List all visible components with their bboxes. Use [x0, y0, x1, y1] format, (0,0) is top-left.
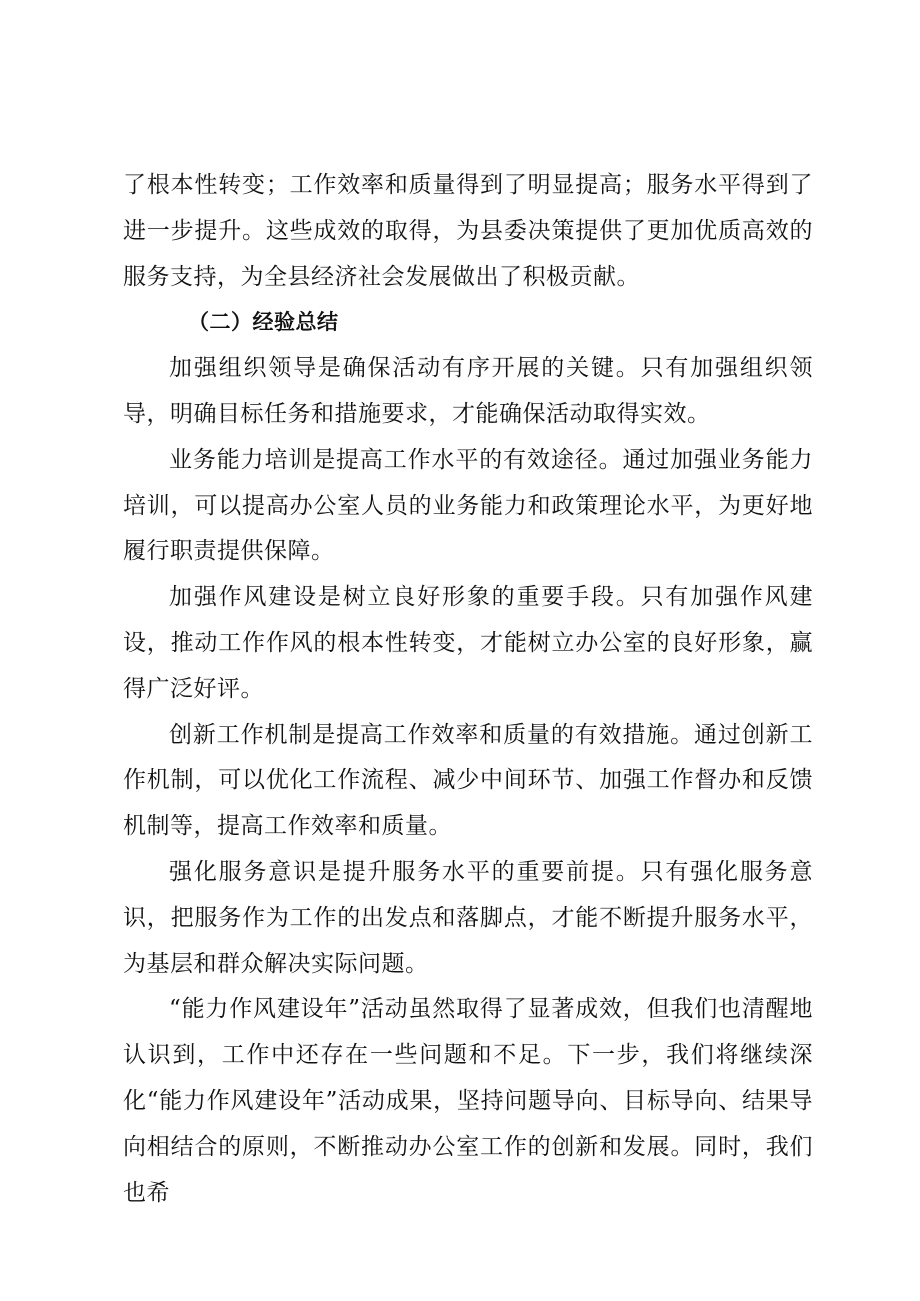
paragraph-next-steps: “能力作风建设年”活动虽然取得了显著成效，但我们也清醒地认识到，工作中还存在一些问题和不足。下一步，我们将继续深化“能力作风建设年”活动成果，坚持问题导向、目标导向、结果导向相结合的原则，不断推动办公室工作的创新和发展。同时，我们也希	[123, 996, 813, 1206]
paragraph-organization-leadership: 加强组织领导是确保活动有序开展的关键。只有加强组织领导，明确目标任务和措施要求，才能确保活动取得实效。	[123, 355, 813, 427]
paragraph-service-awareness: 强化服务意识是提升服务水平的重要前提。只有强化服务意识，把服务作为工作的出发点和落脚点，才能不断提升服务水平，为基层和群众解决实际问题。	[123, 858, 813, 977]
document-body	[123, 163, 813, 1216]
section-heading: （二）经验总结	[188, 310, 339, 335]
paragraph-style-building: 加强作风建设是树立良好形象的重要手段。只有加强作风建设，推动工作作风的根本性转变，才能树立办公室的良好形象，赢得广泛好评。	[123, 584, 813, 702]
paragraph-business-training: 业务能力培训是提高工作水平的有效途径。通过加强业务能力培训，可以提高办公室人员的业务能力和政策理论水平，为更好地履行职责提供保障。	[123, 446, 813, 565]
paragraph-work-mechanism: 创新工作机制是提高工作效率和质量的有效措施。通过创新工作机制，可以优化工作流程、减少中间环节、加强工作督办和反馈机制等，提高工作效率和质量。	[123, 721, 813, 840]
paragraph-continuation: 了根本性转变；工作效率和质量得到了明显提高；服务水平得到了进一步提升。这些成效的取得，为县委决策提供了更加优质高效的服务支持，为全县经济社会发展做出了积极贡献。	[123, 172, 813, 290]
